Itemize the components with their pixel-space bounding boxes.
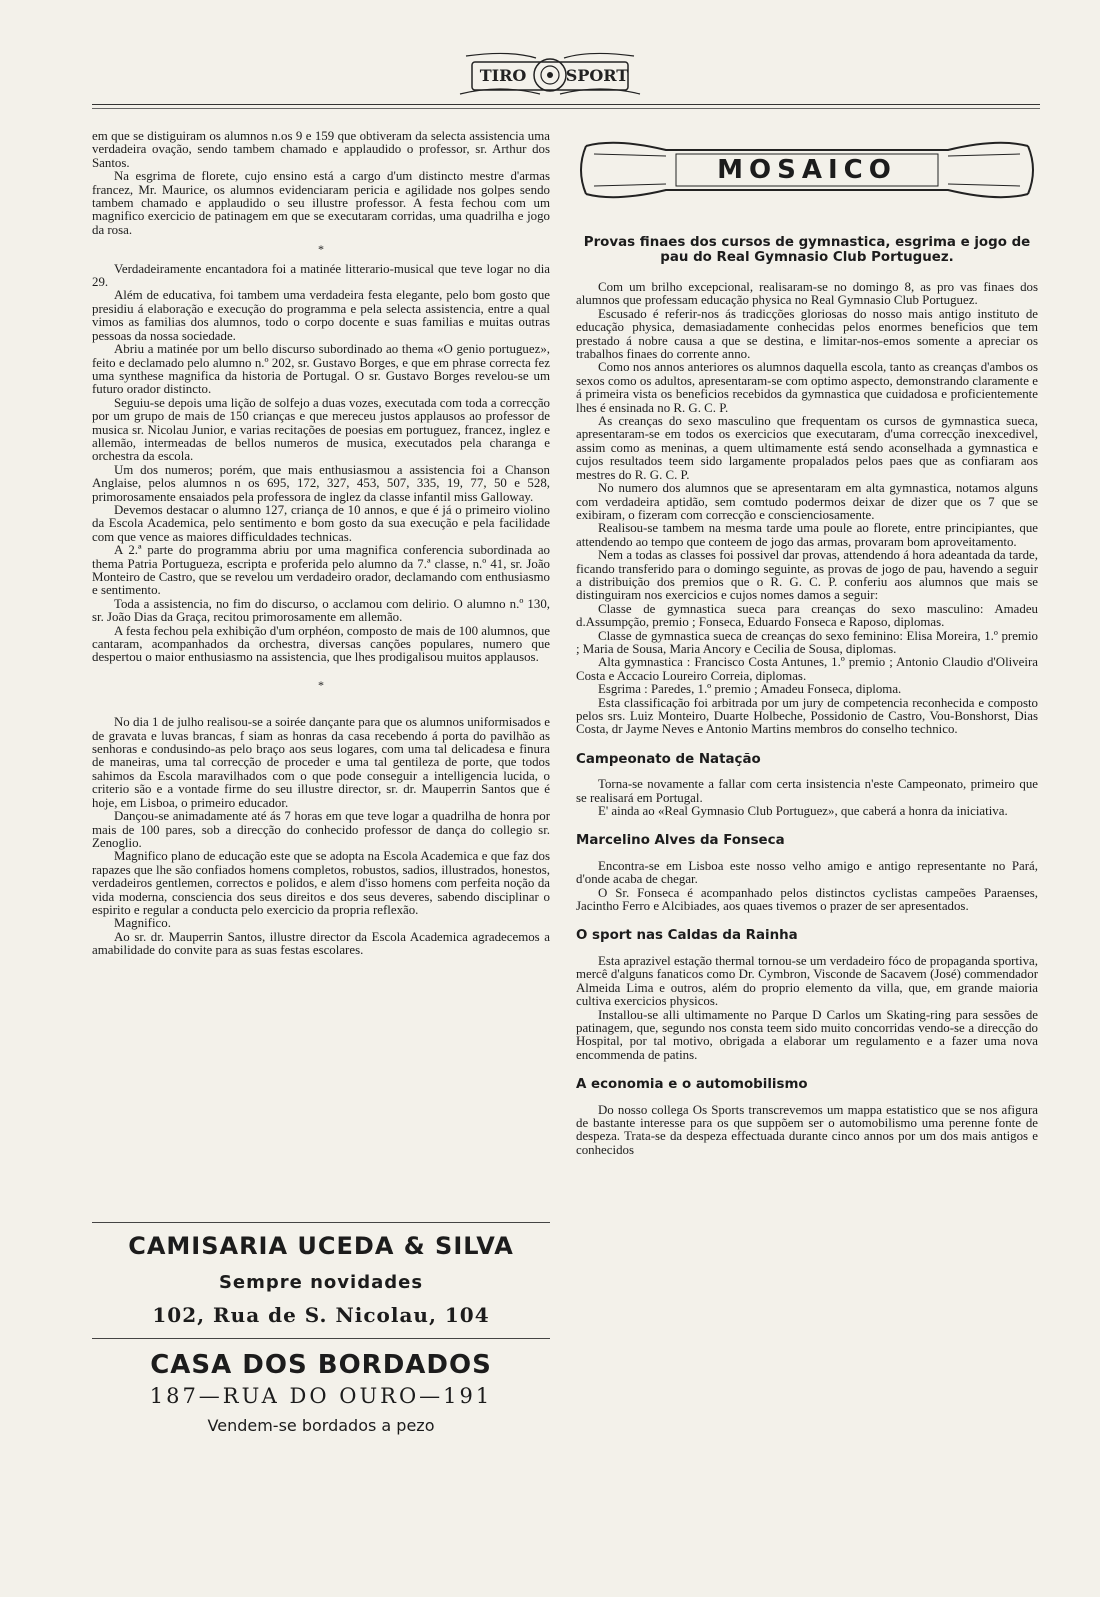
paragraph: Installou-se alli ultimamente no Parque D Carlos um Skating-ring para sessões de patinagem, que, segundo nos consta teem sido muito concorridas vendo-se a direcção do Hospital, por tal motivo, obrigada a elaborar um regulamento e a fazer uma nova encommenda de patins. [576, 1007, 1038, 1062]
right-column [576, 281, 1038, 1157]
paragraph: Esta classificação foi arbitrada por um jury de competencia reconhecida e composto pelos srs. Luiz Monteiro, Duarte Holbeche, Possidonio de Castro, Vou-Bonshorst, Dias Costa, dr Jayme Neves e Antonio Martins membros do conselho technico. [576, 695, 1038, 737]
paragraph: Um dos numeros; porém, que mais enthusiasmou a assistencia foi a Chanson Anglaise, pelos alumnos n os 695, 172, 327, 453, 507, 335, 19, 77, 50 e 528, primorosamente ensaiados pela professora de inglez da classe infantil miss Galloway. [92, 462, 550, 504]
paragraph: Dançou-se animadamente até ás 7 horas em que teve logar a quadrilha de honra por mais de 100 pares, sob a direcção do conhecido professor de dança do collegio sr. Zenoglio. [92, 809, 550, 850]
header-rule [92, 104, 1040, 105]
section-heading: Marcelino Alves da Fonseca [576, 833, 785, 849]
paragraph: Seguiu-se depois uma lição de solfejo a duas vozes, executada com toda a correcção por um grupo de mais de 150 crianças e que mereceu justos applausos ao professor de musica sr. Nicolau Junior, e varias recitações de poesias em portuguez, francez, inglez e allemão, intermeadas de bellos numeros de musica, executados pela charanga e orchestra da escola. [92, 395, 550, 464]
paragraph: O Sr. Fonseca é acompanhado pelos distinctos cyclistas campeões Paraenses, Jacintho Ferro e Alcibiades, aos quaes tivemos o prazer de ser apresentados. [576, 885, 1038, 914]
tiro-sport-logo-icon [440, 48, 660, 102]
ad-camisaria-address: 102, Rua de S. Nicolau, 104 [152, 1303, 490, 1327]
paragraph: Abriu a matinée por um bello discurso subordinado ao thema «O genio portuguez», feito e declamado pelo alumno n.º 202, sr. Gustavo Borges, e que em phrase correcta fez uma synthese magnifica da historia de Portugal. O sr. Gustavo Borges revelou-se um futuro orador distincto. [92, 342, 550, 397]
separator-star: * [318, 242, 324, 257]
paragraph: A festa fechou pela exhibição d'um orphéon, composto de mais de 100 alumnos, que cantaram, acompanhados da orchestra, diversas canções populares, numero que despertou o maior enthusiasmo na assistencia, que lhes prodigalisou muitos applausos. [92, 623, 550, 665]
paragraph: Do nosso collega Os Sports transcrevemos um mappa estatistico que se nos afigura de bastante interesse para os que suppõem ser o automobilismo uma perenne fonte de despeza. Trata-se da despeza effectuada durante cinco annos por um dos mais antigos e conhecidos [576, 1102, 1038, 1157]
ad-bordados-name: CASA DOS BORDADOS [150, 1350, 492, 1380]
paragraph: Classe de gymnastica sueca para creanças do sexo masculino: Amadeu d.Assumpção, premio ; Fonseca, Eduardo Fonseca e Raposo, diplomas. [576, 601, 1038, 630]
section-heading: O sport nas Caldas da Rainha [576, 928, 798, 944]
paragraph: Escusado é referir-nos ás tradicções gloriosas do nosso mais antigo instituto de educação physica, demasiadamente conhecidas pelos enormes beneficios que tem prestado á nobre causa a que se destina, e limitar-nos-emos somente a apreciar os trabalhos finaes do corrente anno. [576, 306, 1038, 362]
paragraph: Realisou-se tambem na mesma tarde uma poule ao florete, entre principiantes, que attendendo ao tempo que conteem de jogo das armas, provaram bom aproveitamento. [576, 521, 1038, 549]
paragraph: Além de educativa, foi tambem uma verdadeira festa elegante, pelo bom gosto que presidiu á elaboração e execução do programma e pela selecta assistencia, entre a qual vimos as familias dos alumnos, todo o corpo docente e suas familias e muitas outras pessoas da nossa sociedade. [92, 288, 550, 343]
paragraph: Magnifico. [114, 916, 171, 931]
paragraph: Devemos destacar o alumno 127, criança de 10 annos, e que é já o primeiro violino da Escola Academica, pelo sentimento e bom gosto da sua execução e pela facilidade com que vence as maiores difficuldades technicas. [92, 502, 550, 544]
separator-star: * [318, 677, 324, 692]
paragraph: Alta gymnastica : Francisco Costa Antunes, 1.º premio ; Antonio Claudio d'Oliveira Costa e Accacio Loureiro Correia, diplomas. [576, 655, 1038, 683]
paragraph: Esgrima : Paredes, 1.º premio ; Amadeu Fonseca, diploma. [598, 682, 902, 697]
paragraph: em que se distiguiram os alumnos n.os 9 e 159 que obtiveram da selecta assistencia uma verdadeira ovação, sendo tambem chamado e applaudido o professor, sr. Arthur dos Santos. [92, 129, 550, 170]
paragraph: Nem a todas as classes foi possivel dar provas, attendendo á hora adeantada da tarde, ficando transferido para o domingo seguinte, as provas de jogo de pau, havendo a seguir a distribuição dos premios que o R. G. C. P. conferiu aos alumnos que mais se distinguiram nos exercicios e cujos nomes damos a seguir: [576, 548, 1038, 603]
ad-divider [92, 1222, 550, 1223]
paragraph: Magnifico plano de educação este que se adopta na Escola Academica e que faz dos rapazes que lhe são confiados homens completos, robustos, sadios, illustrados, honestos, verdadeiros gentlemen, correctos e polidos, e alem d'isso homens com perfeita noção da vida moderna, consciencia dos seus direitos e dos seus deveres, sabendo disciplinar o espirito e regular a conducta pelo exercicio da propria reflexão. [92, 849, 550, 917]
article-headline: Provas finaes dos cursos de gymnastica, esgrima e jogo de pau do Real Gymnasio Club Portuguez. [583, 235, 1031, 265]
ad-camisaria-name: CAMISARIA UCEDA & SILVA [128, 1232, 514, 1260]
paragraph: Com um brilho excepcional, realisaram-se no domingo 8, as pro vas finaes dos alumnos que professam educação physica no Real Gymnasio Club Portuguez. [576, 280, 1038, 308]
ad-camisaria-tagline: Sempre novidades [218, 1272, 424, 1293]
ad-bordados-address: 187—RUA DO OURO—191 [149, 1384, 493, 1408]
paragraph: Classe de gymnastica sueca de creanças do sexo feminino: Elisa Moreira, 1.º premio ; Maria de Sousa, Maria Ancory e Cecilia de Sousa, diplomas. [576, 628, 1038, 656]
paragraph: Esta aprazivel estação thermal tornou-se um verdadeiro fóco de propaganda sportiva, mercê d'alguns fanaticos como Dr. Cymbron, Visconde de Sacavem (José) commendador Almeida Lima e outros, além do proprio elemento da villa, que, em grande maioria cultiva exercicios physicos. [576, 953, 1038, 1009]
paragraph: As creanças do sexo masculino que frequentam os cursos de gymnastica sueca, apresentaram-se em todos os exercicios que executaram, d'uma correcção inexcedivel, assim como as meninas, a quem ultimamente está sendo aconselhada a gymnastica e cujos resultados teem sido largamente propalados pelos paes que as confiaram aos mestres do R. G. C. P. [576, 414, 1038, 482]
paragraph: Como nos annos anteriores os alumnos daquella escola, tanto as creanças d'ambos os sexos como os adultos, apresentaram-se com optimo aspecto, demonstrando claramente e á primeira vista os beneficios recebidos da gymnastica que cuidadosa e proficientemente lhes é ensinada no R. G. C. P. [576, 360, 1038, 415]
paragraph: Ao sr. dr. Mauperrin Santos, illustre director da Escola Academica agradecemos a amabilidade do convite para as suas festas escolares. [92, 929, 550, 958]
paragraph: Na esgrima de florete, cujo ensino está a cargo d'um distincto mestre d'armas francez, Mr. Maurice, os alumnos evidenciaram pericia e agilidade nos golpes sendo tambem chamado e applaudido o seu illustre professor. A festa fechou com um magnifico exercicio de patinagem em que se executaram corridas, uma quadrilha e jogo da rosa. [92, 169, 550, 237]
ad-divider [92, 1338, 550, 1339]
section-heading: A economia e o automobilismo [576, 1077, 808, 1093]
section-title: MOSAICO [717, 155, 897, 185]
svg-text:TIRO: TIRO [479, 66, 527, 85]
header-rule-secondary [92, 108, 1040, 109]
paragraph: No dia 1 de julho realisou-se a soirée dançante para que os alumnos uniformisados e de gravata e luvas brancas, f siam as honras da casa recebendo á porta do pavilhão as senhoras e condusindo-as pelo braço aos seus logares, com uma tal delicadesa e finura de maneiras, uma tal correcção de proceder e uma tal gentileza de porte, que todos sahimos da Escola maravilhados com o que pode conseguir a intelligencia lucida, o criterio são e a vontade firme do seu illustre director, sr. dr. Mauperrin Santos que é hoje, em Lisboa, o primeiro educador. [92, 715, 550, 810]
svg-text:SPORT: SPORT [565, 66, 629, 85]
mosaico-banner [576, 136, 1038, 204]
paragraph: E' ainda ao «Real Gymnasio Club Portuguez», que caberá a honra da iniciativa. [598, 804, 1008, 819]
paragraph: Torna-se novamente a fallar com certa insistencia n'este Campeonato, primeiro que se realisará em Portugal. [576, 777, 1038, 805]
paragraph: Verdadeiramente encantadora foi a matinée litterario-musical que teve logar no dia 29. [92, 261, 550, 290]
left-column [92, 130, 550, 958]
section-heading: Campeonato de Natação [576, 751, 761, 767]
paragraph: Toda a assistencia, no fim do discurso, o acclamou com delirio. O alumno n.º 130, sr. João Dias da Graça, recitou primorosamente em allemão. [92, 596, 550, 625]
paragraph: Encontra-se em Lisboa este nosso velho amigo e antigo representante no Pará, d'onde acaba de chegar. [576, 858, 1038, 887]
paragraph: No numero dos alumnos que se apresentaram em alta gymnastica, notamos alguns com verdadeira aptidão, sem comtudo podermos deixar de dizer que os 7 que se exibiram, o fizeram com correcção e conscienciosamente. [576, 481, 1038, 522]
paragraph: A 2.ª parte do programma abriu por uma magnifica conferencia subordinada ao thema Patria Portugueza, escripta e proferida pelo alumno da 7.ª classe, n.º 41, sr. João Monteiro de Castro, que se revelou um verdadeiro orador, declamando com enthusiasmo e sentimento. [92, 543, 550, 598]
ad-bordados-tagline: Vendem-se bordados a pezo [207, 1416, 435, 1435]
